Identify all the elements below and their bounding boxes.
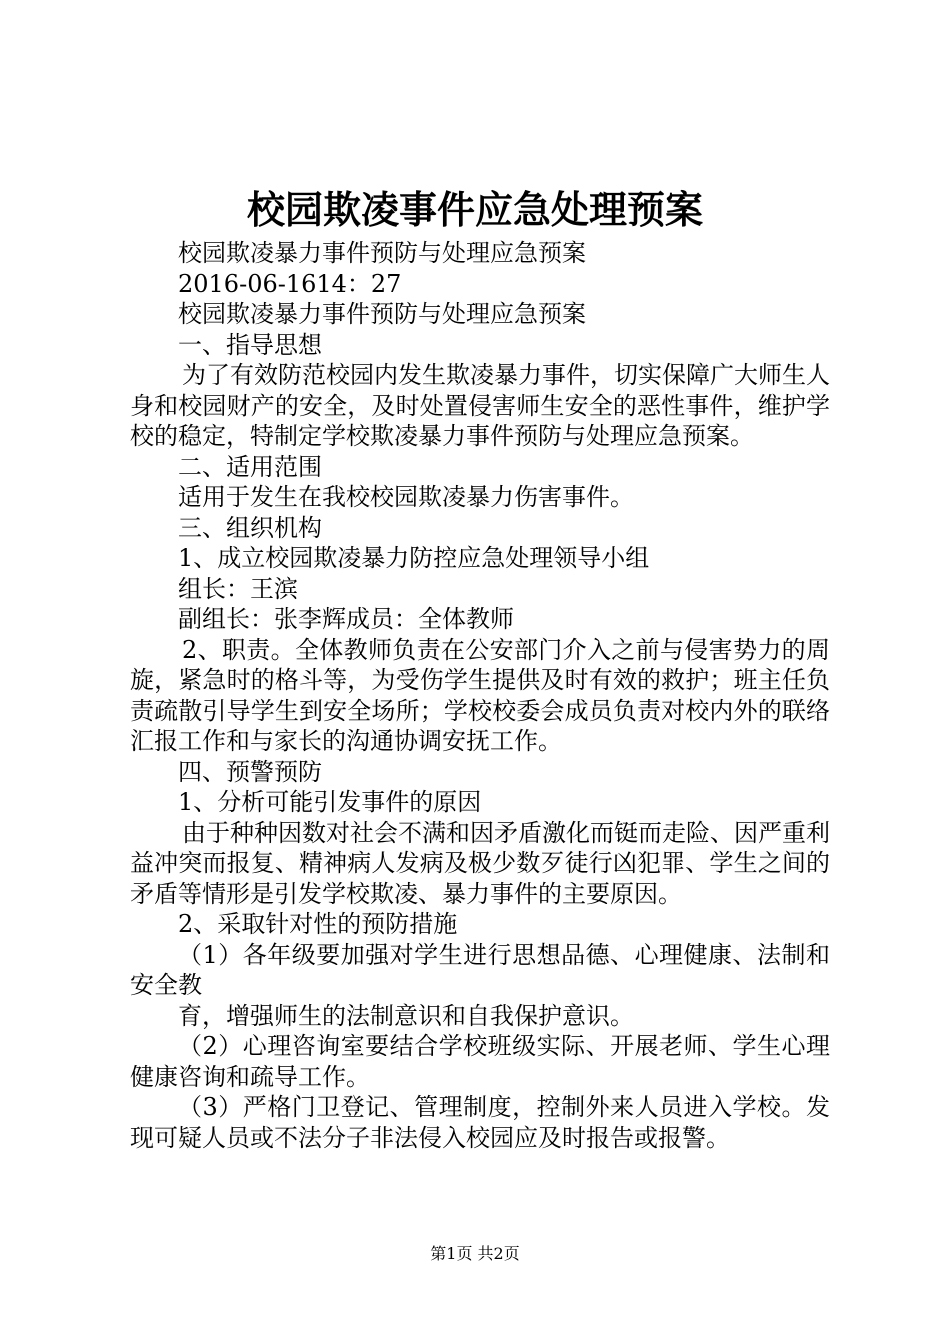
paragraph-measures-heading: 2、采取针对性的预防措施 [178, 910, 458, 938]
paragraph-group-leader: 组长：王滨 [178, 574, 298, 603]
paragraph-leading-group: 1、成立校园欺凌暴力防控应急处理领导小组 [178, 544, 650, 572]
section-heading-guiding-idea: 一、指导思想 [178, 330, 322, 359]
paragraph-measure-1-continued: 育，增强师生的法制意识和自我保护意识。 [178, 1001, 634, 1030]
page-footer: 第1页 共2页 [430, 1244, 520, 1263]
paragraph-measure-3: （3）严格门卫登记、管理制度，控制外来人员进入学校。发现可疑人员或不法分子非法侵入校园应及时报告或报警。 [130, 1093, 830, 1152]
paragraph-causes: 由于种种因数对社会不满和因矛盾激化而铤而走险、因严重利益冲突而报复、精神病人发病及极少数歹徒行凶犯罪、学生之间的矛盾等情形是引发学校欺凌、暴力事件的主要原因。 [130, 818, 830, 908]
paragraph-analysis-heading: 1、分析可能引发事件的原因 [178, 788, 482, 816]
paragraph-duties: 2、职责。全体教师负责在公安部门介入之前与侵害势力的周旋，紧急时的格斗等，为受伤学生提供及时有效的救护；班主任负责疏散引导学生到安全场所；学校校委会成员负责对校内外的联络汇报工作和与家长的沟通协调安抚工作。 [130, 635, 830, 755]
paragraph-date: 2016-06-1614：27 [178, 269, 402, 298]
paragraph-scope: 适用于发生在我校校园欺凌暴力伤害事件。 [178, 483, 634, 511]
paragraph-subtitle-repeat: 校园欺凌暴力事件预防与处理应急预案 [178, 300, 586, 328]
document-title: 校园欺凌事件应急处理预案 [246, 187, 703, 232]
paragraph-guiding-idea: 为了有效防范校园内发生欺凌暴力事件，切实保障广大师生人身和校园财产的安全，及时处置侵害师生安全的恶性事件，维护学校的稳定，特制定学校欺凌暴力事件预防与处理应急预案。 [130, 361, 830, 450]
paragraph-deputy-leader: 副组长：张李辉成员：全体教师 [178, 605, 514, 633]
document-body [130, 238, 830, 1153]
section-heading-prevention: 四、预警预防 [178, 757, 322, 786]
paragraph-subtitle: 校园欺凌暴力事件预防与处理应急预案 [178, 239, 586, 267]
section-heading-scope: 二、适用范围 [178, 452, 322, 481]
paragraph-measure-2: （2）心理咨询室要结合学校班级实际、开展老师、学生心理健康咨询和疏导工作。 [130, 1032, 830, 1091]
paragraph-measure-1: （1）各年级要加强对学生进行思想品德、心理健康、法制和安全教 [130, 940, 830, 999]
section-heading-organization: 三、组织机构 [178, 513, 322, 542]
